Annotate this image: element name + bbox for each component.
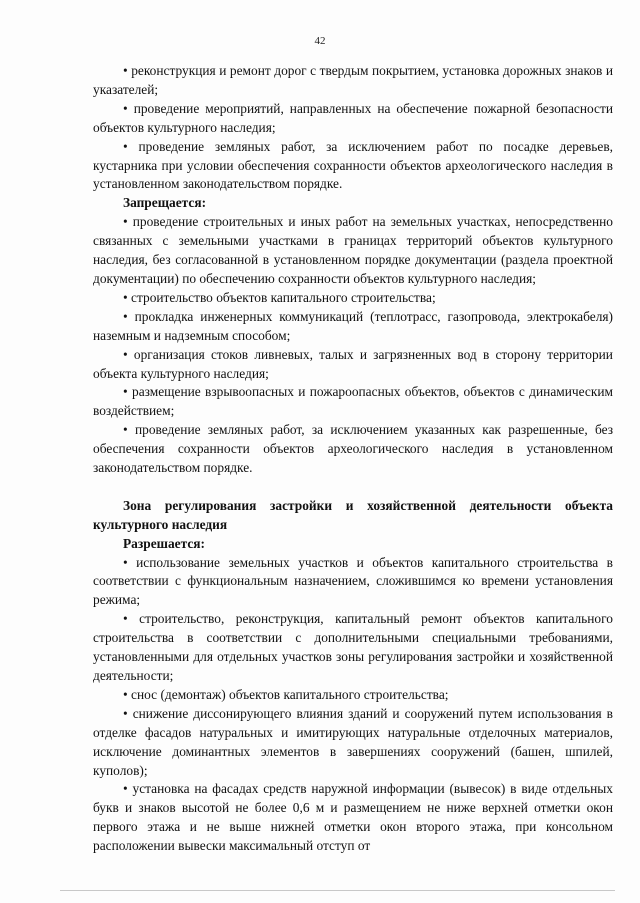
page-body: [93, 62, 613, 856]
list-item: • проведение мероприятий, направленных на обеспечение пожарной безопасности объектов культурного наследия;: [93, 100, 613, 138]
list-item: • размещение взрывоопасных и пожароопасных объектов, объектов с динамическим воздействием;: [93, 383, 613, 421]
list-item: • прокладка инженерных коммуникаций (теплотрасс, газопровода, электрокабеля) наземным и надземным способом;: [93, 308, 613, 346]
list-item: • снос (демонтаж) объектов капитального строительства;: [93, 686, 613, 705]
section-heading-prohibited: Запрещается:: [123, 195, 207, 211]
section-heading-permitted: Разрешается:: [123, 535, 205, 551]
list-item: • реконструкция и ремонт дорог с твердым покрытием, установка дорожных знаков и указателей;: [93, 62, 613, 100]
list-item: • установка на фасадах средств наружной информации (вывесок) в виде отдельных букв и знаков высотой не более 0,6 м и размещением не ниже верхней отметки окон первого этажа и не выше нижней отметки окон второго этажа, при консольном расположении вывески максимальный отступ от: [93, 780, 613, 856]
zone-title: Зона регулирования застройки и хозяйственной деятельности объекта культурного наследия: [93, 497, 613, 532]
list-item: • использование земельных участков и объектов капитального строительства в соответствии с функциональным назначением, сложившимся ко времени установления режима;: [93, 554, 613, 611]
list-item: • организация стоков ливневых, талых и загрязненных вод в сторону территории объекта культурного наследия;: [93, 346, 613, 384]
bottom-divider: [60, 890, 615, 891]
list-item: • строительство объектов капитального строительства;: [93, 289, 613, 308]
list-item: • проведение земляных работ, за исключением указанных как разрешенные, без обеспечения сохранности объектов археологического наследия в установленном законодательством порядке.: [93, 421, 613, 478]
list-item: • снижение диссонирующего влияния зданий и сооружений путем использования в отделке фасадов натуральных и имитирующих натуральные отделочных материалов, исключение доминантных элементов в завершениях сооружений (башен, шпилей, куполов);: [93, 705, 613, 781]
list-item: • проведение строительных и иных работ на земельных участках, непосредственно связанных с земельными участками в границах территорий объектов культурного наследия, без согласованной в установленном порядке документации (раздела проектной документации) по обеспечению сохранности объектов культурного наследия;: [93, 213, 613, 289]
list-item: • строительство, реконструкция, капитальный ремонт объектов капитального строительства в соответствии с дополнительными специальными требованиями, установленными для отдельных участков зоны регулирования застройки и хозяйственной деятельности;: [93, 610, 613, 686]
page-number: 42: [314, 35, 326, 47]
list-item: • проведение земляных работ, за исключением работ по посадке деревьев, кустарника при условии обеспечения сохранности объектов археологического наследия в установленном законодательством порядке.: [93, 138, 613, 195]
